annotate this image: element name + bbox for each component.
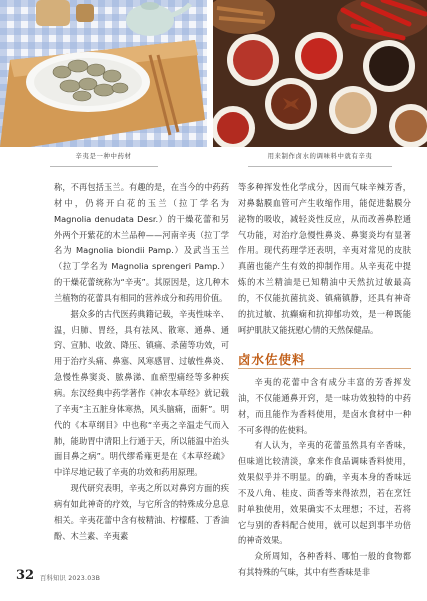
photo-xinyi-herb-illustration	[0, 0, 207, 147]
magazine-issue-info: 百科知识 2023.03B	[40, 575, 101, 582]
photo-caption-right: 用来制作卤水的调味料中就有辛夷	[267, 152, 373, 160]
photo-xinyi-herb	[0, 0, 207, 147]
body-paragraph: 有人认为，辛夷的花蕾虽然具有辛香味，但味道比较清淡，拿来作食品调味香料使用，效果似乎并不明显。的确，辛夷本身的香味远不及八角、桂皮、茴香等来得浓烈，若在烹饪时单独使用，效果确实不太理想；不过，若将它与别的香料配合使用，就可以起到事半功倍的神奇效果。	[238, 440, 411, 546]
right-text-column-top	[238, 180, 411, 338]
photo-caption-left: 辛夷是一种中药材	[75, 152, 132, 160]
body-paragraph: 辛夷的花蕾中含有成分丰富的芳香挥发油，不仅能通鼻开窍，是一味功效独特的中药材，而且能作为香料使用，是卤水食材中一种不可多得的佐使料。	[238, 377, 411, 435]
section-heading: 卤水佐使料	[238, 352, 306, 367]
body-paragraph: 现代研究表明，辛夷之所以对鼻窍方面的疾病有如此神奇的疗效，与它所含的特殊成分息息相关。辛夷花蕾中含有桉精油、柠檬醛、丁香油酚、木兰素、辛夷素	[54, 483, 229, 541]
body-paragraph: 据众多的古代医药典籍记载，辛夷性味辛、温，归肺、胃经，具有祛风、散寒、通鼻、通窍、宣肺、收敛、降压、镇痛、杀菌等功效，可用于治疗头痛、鼻塞、风寒感冒、过敏性鼻炎、急慢性鼻窦炎、脓鼻涕、血瘀型痛经等多种疾病。东汉经典中药学著作《神农本草经》就记载了辛夷“主五脏身体寒热，风头脑痛，面鼾”。明代的《本草纲目》中也称“辛夷之辛温走气而入肺，能助胃中清阳上行通于天，所以能温中治头面目鼻之病”。明代缪希雍更是在《本草经疏》中详尽地记载了辛夷的功效和药用原理。	[54, 308, 229, 478]
body-paragraph: 众所周知，各种香料、哪怕一般的食物都有其特殊的气味，其中有些香味是非	[238, 551, 411, 578]
page-number: 32	[16, 568, 35, 583]
caption-divider-right	[248, 166, 392, 167]
right-text-column-bottom	[238, 375, 411, 581]
left-text-column	[54, 180, 229, 544]
photo-spices-illustration	[213, 0, 427, 147]
section-heading-rule	[238, 368, 411, 369]
photo-spices	[213, 0, 427, 147]
body-paragraph: 等多种挥发性化学成分，因而气味辛辣芳香，对鼻黏膜血管可产生收缩作用，能促进黏膜分泌物的吸收，减轻炎性反应，从而改善鼻腔通气功能，对治疗急慢性鼻炎、鼻窦炎均有显著作用。现代药理学还表明，辛夷对常见的皮肤真菌也能产生有效的抑制作用。从辛夷花中提炼的木兰精油是已知精油中天然抗过敏最高的，不仅能抗菌抗炎、镇痛镇静，还具有神奇的抗过敏、抗癫痫和抗抑郁功效，是一种既能呵护肌肤又能抚慰心情的天然保健品。	[238, 182, 411, 335]
caption-divider-left	[50, 166, 158, 167]
body-paragraph: 称，不再包括玉兰。有趣的是，在当今的中药药材中，仍将开白花的玉兰（拉丁学名为 Magnolia denudata Desr.）的干燥花蕾和另外两个开紫花的木兰品种——河南辛夷（拉丁学名为 Magnolia biondii Pamp.）及武当玉兰（拉丁学名为 Magnolia sprengeri Pamp.）的干燥花蕾统称为“辛夷”。其原因是，这几种木兰植物的花蕾具有相同的营养成分和药用价值。	[54, 182, 229, 303]
